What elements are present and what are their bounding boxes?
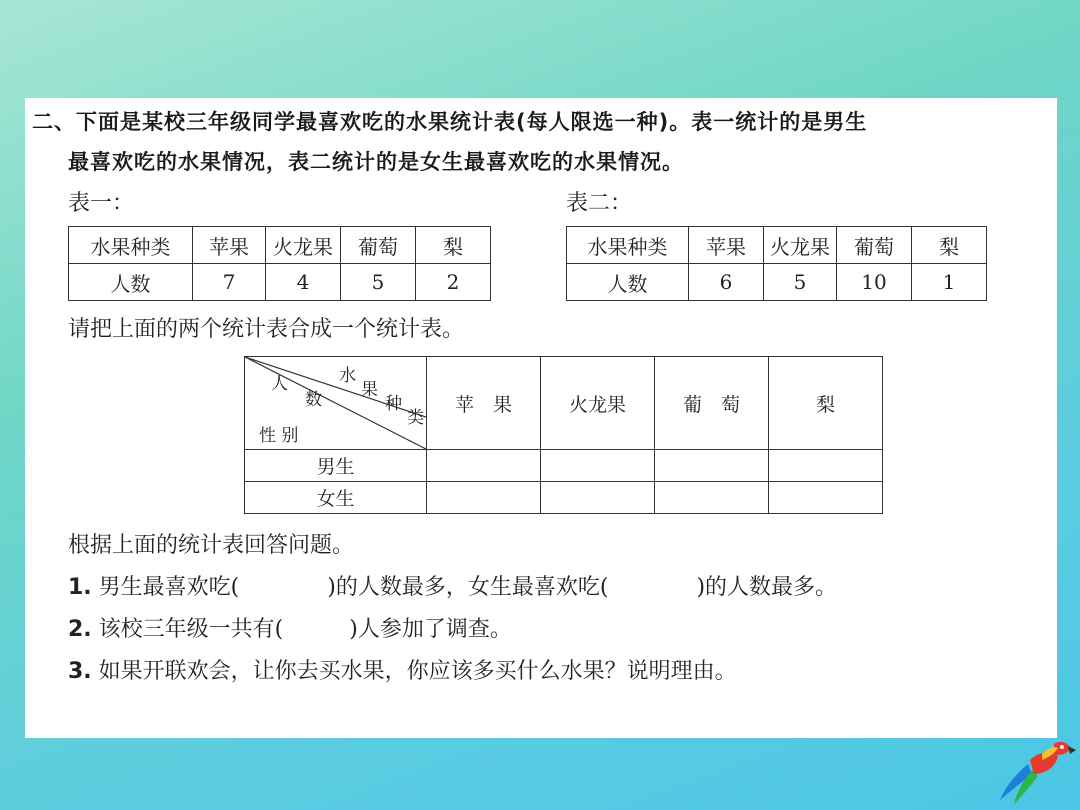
merged-empty-cell[interactable] xyxy=(427,482,541,514)
question-3 xyxy=(68,654,737,685)
question-text: )的人数最多。 xyxy=(696,575,838,600)
table1-data-row xyxy=(69,264,491,301)
answer-blank[interactable] xyxy=(608,575,696,600)
table-cell: 6 xyxy=(689,264,764,301)
question-title xyxy=(32,102,1062,182)
question-number: 1. xyxy=(68,575,92,600)
merged-col-dragonfruit: 火龙果 xyxy=(541,357,655,450)
table-cell: 梨 xyxy=(416,227,491,264)
question-text: 男生最喜欢吃( xyxy=(98,575,240,600)
merged-row-label: 男生 xyxy=(245,450,427,482)
table-cell: 火龙果 xyxy=(266,227,341,264)
merged-col-grape: 葡 萄 xyxy=(655,357,769,450)
table-cell: 5 xyxy=(764,264,837,301)
merged-empty-cell[interactable] xyxy=(769,482,883,514)
merged-row-boys xyxy=(245,450,883,482)
question-2 xyxy=(68,612,512,643)
question-text: )的人数最多，女生最喜欢吃( xyxy=(327,575,609,600)
merged-row-label: 女生 xyxy=(245,482,427,514)
table2-label: 表二： xyxy=(566,191,633,216)
table-cell: 苹果 xyxy=(193,227,266,264)
table1-header-row xyxy=(69,227,491,264)
merged-header-row xyxy=(245,357,883,450)
table2-data-row xyxy=(567,264,987,301)
corner-gender: 性 别 xyxy=(259,426,299,446)
question-number: 2. xyxy=(68,617,92,642)
table-cell: 7 xyxy=(193,264,266,301)
table1-label: 表一： xyxy=(68,191,135,216)
parrot-icon xyxy=(998,734,1076,806)
table-cell: 火龙果 xyxy=(764,227,837,264)
table-cell: 葡萄 xyxy=(341,227,416,264)
corner-people-2: 数 xyxy=(305,390,322,410)
answer-blank[interactable] xyxy=(283,617,349,642)
table-cell: 2 xyxy=(416,264,491,301)
merged-empty-cell[interactable] xyxy=(541,450,655,482)
corner-fruit-1: 水 xyxy=(339,366,356,386)
merged-empty-cell[interactable] xyxy=(655,482,769,514)
table-cell: 水果种类 xyxy=(567,227,689,264)
table-cell: 4 xyxy=(266,264,341,301)
merged-row-girls xyxy=(245,482,883,514)
table-cell: 人数 xyxy=(69,264,193,301)
merged-empty-cell[interactable] xyxy=(427,450,541,482)
merged-col-apple: 苹 果 xyxy=(427,357,541,450)
table-cell: 葡萄 xyxy=(837,227,912,264)
answer-blank[interactable] xyxy=(239,575,327,600)
corner-people-1: 人 xyxy=(271,374,288,394)
table-cell: 苹果 xyxy=(689,227,764,264)
question-text: 如果开联欢会，让你去买水果，你应该多买什么水果？说明理由。 xyxy=(98,659,737,684)
table-cell: 10 xyxy=(837,264,912,301)
question-1 xyxy=(68,570,837,601)
merge-instruction: 请把上面的两个统计表合成一个统计表。 xyxy=(68,317,465,342)
table-cell: 水果种类 xyxy=(69,227,193,264)
corner-fruit-4: 类 xyxy=(407,408,424,428)
merged-col-pear: 梨 xyxy=(769,357,883,450)
question-title-line2: 最喜欢吃的水果情况，表二统计的是女生最喜欢吃的水果情况。 xyxy=(68,150,684,174)
table-cell: 人数 xyxy=(567,264,689,301)
merged-empty-cell[interactable] xyxy=(541,482,655,514)
table-cell: 梨 xyxy=(912,227,987,264)
merged-empty-cell[interactable] xyxy=(769,450,883,482)
table-cell: 5 xyxy=(341,264,416,301)
table2-header-row xyxy=(567,227,987,264)
table-cell: 1 xyxy=(912,264,987,301)
question-text: 该校三年级一共有( xyxy=(98,617,284,642)
answer-intro: 根据上面的统计表回答问题。 xyxy=(68,533,355,558)
corner-fruit-3: 种 xyxy=(385,394,402,414)
merged-empty-cell[interactable] xyxy=(655,450,769,482)
question-title-line1: 二、下面是某校三年级同学最喜欢吃的水果统计表(每人限选一种)。表一统计的是男生 xyxy=(32,110,868,134)
merged-table xyxy=(244,356,883,514)
question-text: )人参加了调查。 xyxy=(349,617,512,642)
corner-fruit-2: 果 xyxy=(361,380,378,400)
diagonal-header-cell xyxy=(245,357,427,450)
table1 xyxy=(68,226,491,301)
table2 xyxy=(566,226,987,301)
question-number: 3. xyxy=(68,659,92,684)
